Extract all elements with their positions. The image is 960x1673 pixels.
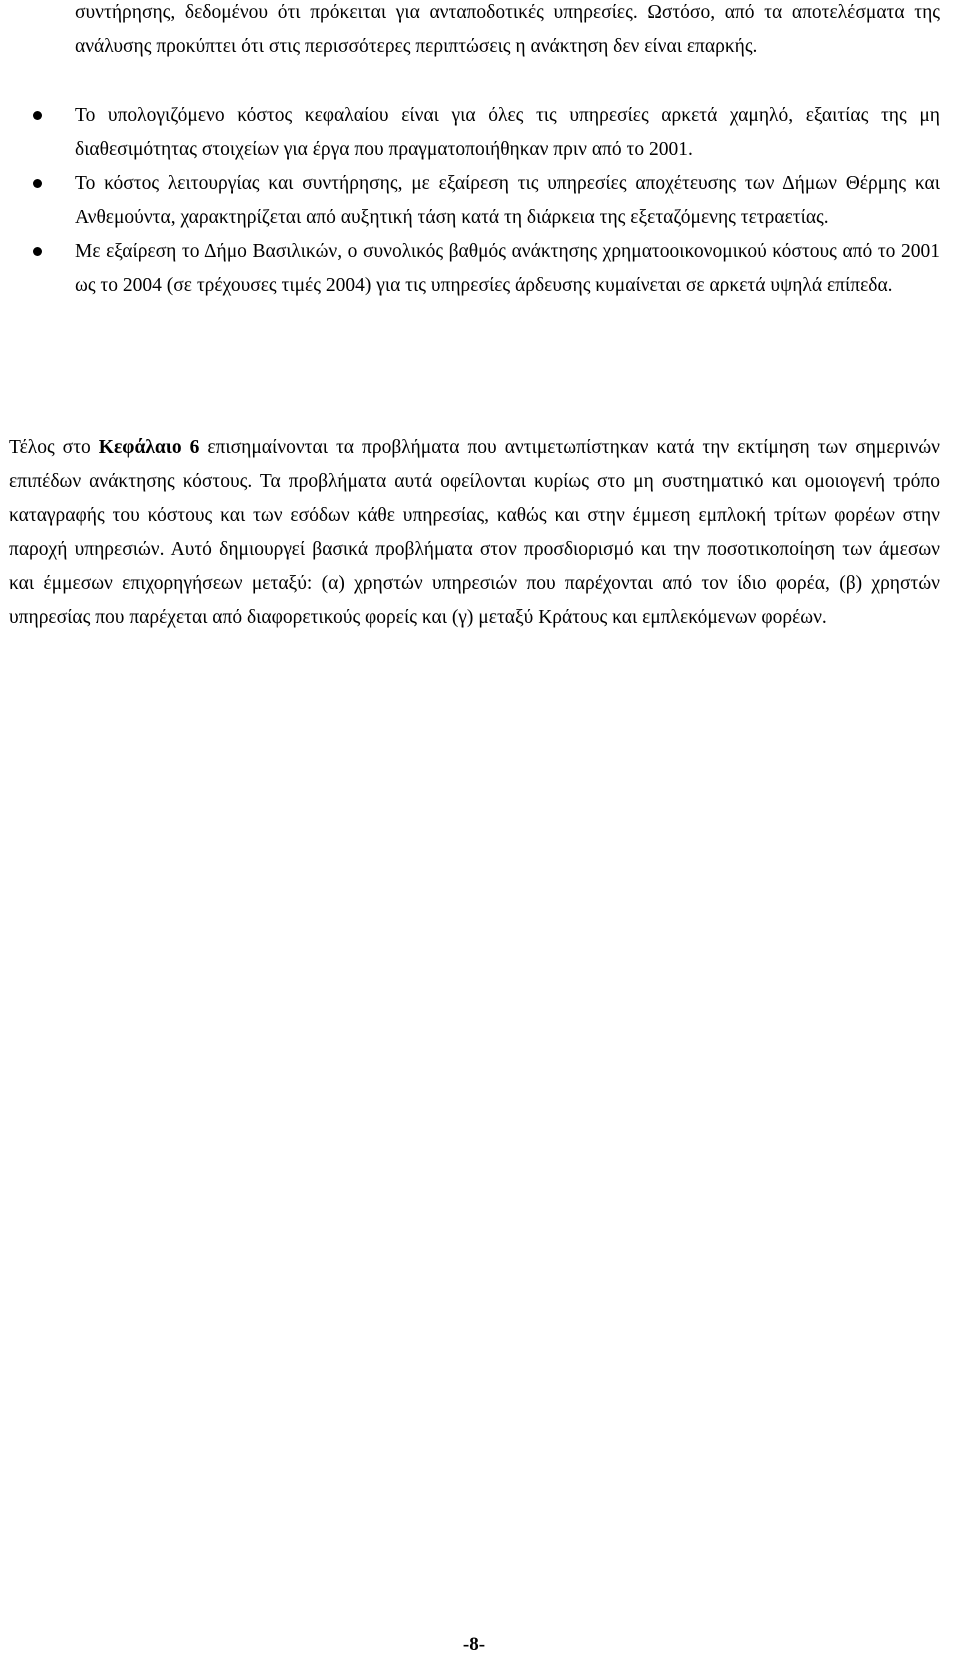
bullet-item <box>75 99 940 167</box>
chapter-reference: Κεφάλαιο 6 <box>98 437 200 458</box>
bullet-dot-icon <box>33 111 42 120</box>
closing-text-rest: επισημαίνονται τα προβλήματα που αντιμετωπίστηκαν κατά την εκτίμηση των σημερινών επιπέδων ανάκτησης κόστους. Τα προβλήματα αυτά οφείλονται κυρίως στο μη συστηματικό και ομοιογενή τρόπο καταγραφής του κόστους και των εσόδων κάθε υπηρεσίας, καθώς και στην έμμεση εμπλοκή τρίτων φορέων στην παροχή υπηρεσιών. Αυτό δημιουργεί βασικά προβλήματα στον προσδιορισμό και την ποσοτικοποίηση των άμεσων και έμμεσων επιχορηγήσεων μεταξύ: (α) χρηστών υπηρεσιών που παρέχονται από τον ίδιο φορέα, (β) χρηστών υπηρεσίας που παρέχεται από διαφορετικούς φορείς και (γ) μεταξύ Κράτους και εμπλεκόμενων φορέων. <box>9 437 940 628</box>
bullet-item <box>75 235 940 303</box>
continuation-paragraph: συντήρησης, δεδομένου ότι πρόκειται για ανταποδοτικές υπηρεσίες. Ωστόσο, από τα αποτελέσματα της ανάλυσης προκύπτει ότι στις περισσότερες περιπτώσεις η ανάκτηση δεν είναι επαρκής. <box>75 2 940 57</box>
page-footer <box>0 1634 960 1656</box>
bullet-text: Με εξαίρεση το Δήμο Βασιλικών, ο συνολικός βαθμός ανάκτησης χρηματοοικονομικού κόστους από το 2001 ως το 2004 (σε τρέχουσες τιμές 2004) για τις υπηρεσίες άρδευσης κυμαίνεται σε αρκετά υψηλά επίπεδα. <box>75 241 940 296</box>
bullet-dot-icon <box>33 179 42 188</box>
bullet-dot-icon <box>33 247 42 256</box>
bullet-item <box>75 167 940 235</box>
closing-text-start: Τέλος στο <box>9 437 99 458</box>
bullet-text: Το υπολογιζόμενο κόστος κεφαλαίου είναι για όλες τις υπηρεσίες αρκετά χαμηλό, εξαιτίας της μη διαθεσιμότητας στοιχείων για έργα που πραγματοποιήθηκαν πριν από το 2001. <box>75 105 940 160</box>
bullet-list <box>0 99 960 303</box>
bullet-text: Το κόστος λειτουργίας και συντήρησης, με εξαίρεση τις υπηρεσίες αποχέτευσης των Δήμων Θέρμης και Ανθεμούντα, χαρακτηρίζεται από αυξητική τάση κατά τη διάρκεια της εξεταζόμενης τετραετίας. <box>75 173 940 228</box>
page-number: -8- <box>462 1634 486 1655</box>
closing-paragraph <box>9 431 940 635</box>
